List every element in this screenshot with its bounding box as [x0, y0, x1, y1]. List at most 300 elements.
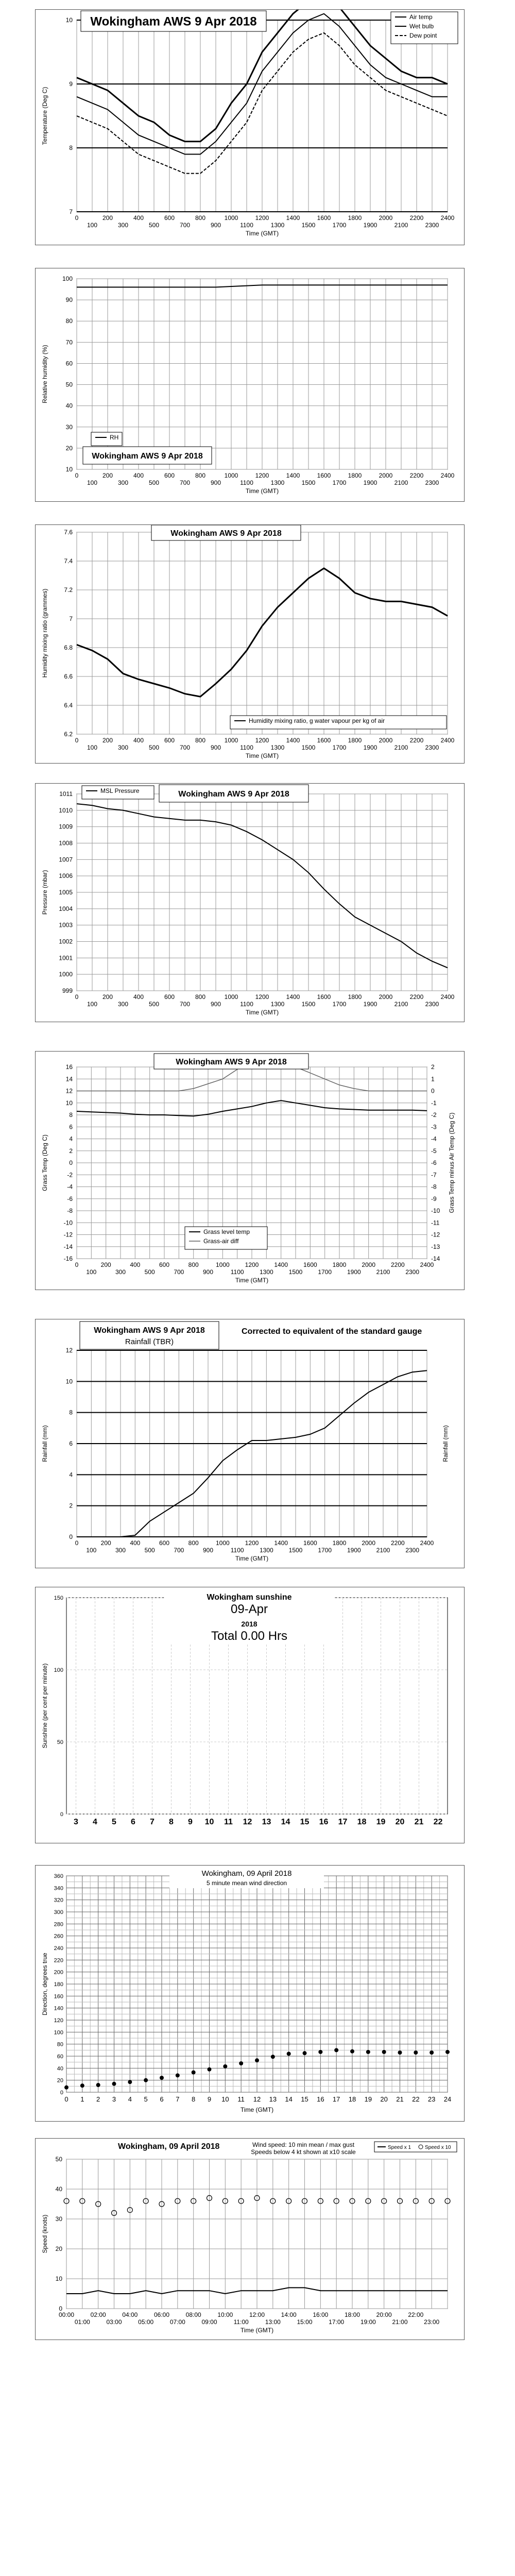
x-tick-label: 1100 — [230, 1547, 244, 1554]
y2-tick-label: -12 — [431, 1231, 440, 1239]
x-tick-label: 12 — [243, 1818, 252, 1826]
x-tick-label: 1300 — [270, 479, 285, 486]
x-axis-label: Time (GMT) — [245, 230, 279, 237]
x-tick-label: 15 — [300, 1818, 310, 1826]
x-tick-label: 2000 — [362, 1539, 376, 1547]
y-tick-label: 8 — [69, 144, 73, 151]
x-tick-label: 0 — [75, 214, 79, 222]
chart-subtitle-2: Speeds below 4 kt shown at x10 scale — [251, 2148, 356, 2156]
rainfall-chart — [35, 1319, 465, 1568]
y2-axis-label: Rainfall (mm) — [442, 1425, 449, 1462]
y-tick-label: 1007 — [59, 856, 73, 863]
chart-title: Wokingham, 09 April 2018 — [201, 1869, 292, 1878]
x-tick-label: 2000 — [379, 993, 393, 1001]
y-tick-label: 1000 — [59, 971, 73, 978]
direction-point — [112, 2082, 116, 2086]
direction-point — [382, 2050, 386, 2054]
x-tick-label: 21:00 — [392, 2318, 408, 2326]
x-tick-label: 700 — [179, 222, 191, 229]
y-axis-label: Relative humidity (%) — [41, 345, 48, 403]
chart-title: Wokingham AWS 9 Apr 2018 — [170, 529, 282, 538]
x-tick-label: 16:00 — [313, 2311, 329, 2318]
x-tick-label: 20 — [380, 2095, 388, 2103]
x-tick-label: 1400 — [286, 737, 300, 744]
x-tick-label: 12 — [253, 2095, 261, 2103]
x-tick-label: 2400 — [420, 1261, 434, 1268]
x-tick-label: 2000 — [379, 472, 393, 479]
chart-title: Wokingham AWS 9 Apr 2018 — [176, 1057, 287, 1066]
x-tick-label: 800 — [195, 214, 206, 222]
x-tick-label: 1600 — [303, 1261, 317, 1268]
x-axis-label: Time (GMT) — [245, 487, 279, 495]
x-tick-label: 1100 — [240, 1001, 253, 1008]
x-tick-label: 1100 — [230, 1268, 244, 1276]
y-tick-label: -2 — [67, 1171, 73, 1179]
y-tick-label: 7.4 — [64, 557, 73, 565]
x-tick-label: 600 — [164, 214, 175, 222]
y-tick-label: 50 — [55, 2156, 62, 2163]
y2-tick-label: -7 — [431, 1171, 437, 1179]
y-axis-label: Speed (knots) — [41, 2214, 48, 2253]
x-tick-label: 2200 — [390, 1261, 405, 1268]
x-tick-label: 1200 — [255, 472, 269, 479]
temperature-chart — [35, 9, 465, 245]
y-tick-label: 0 — [59, 2305, 62, 2312]
x-tick-label: 800 — [188, 1261, 199, 1268]
y-tick-label: 360 — [54, 1873, 63, 1879]
x-tick-label: 200 — [102, 214, 113, 222]
x-tick-label: 1800 — [332, 1539, 347, 1547]
y-tick-label: 2 — [69, 1147, 73, 1155]
chart-subtitle: 5 minute mean wind direction — [206, 1879, 287, 1887]
y-tick-label: 100 — [62, 275, 73, 282]
x-tick-label: 700 — [174, 1268, 184, 1276]
x-tick-label: 2200 — [409, 737, 424, 744]
x-tick-label: 500 — [148, 1001, 160, 1008]
y-axis-label: Humidity mixing ratio (grammes) — [41, 588, 48, 678]
x-tick-label: 2100 — [394, 744, 408, 751]
x-tick-label: 1000 — [215, 1539, 230, 1547]
x-tick-label: 7 — [150, 1818, 154, 1826]
y-tick-label: 6.8 — [64, 644, 73, 651]
x-tick-label: 700 — [174, 1547, 184, 1554]
x-tick-label: 900 — [210, 479, 221, 486]
direction-point — [208, 2067, 212, 2072]
y-tick-label: 0 — [60, 1811, 63, 1818]
x-tick-label: 300 — [117, 479, 129, 486]
x-tick-label: 2400 — [440, 737, 455, 744]
x-tick-label: 1900 — [363, 744, 377, 751]
x-tick-label: 1500 — [301, 1001, 316, 1008]
y-tick-label: 7 — [69, 208, 73, 215]
legend-label: Air temp — [409, 13, 433, 21]
y-tick-label: 999 — [62, 987, 73, 994]
y-tick-label: 8 — [69, 1111, 73, 1118]
x-tick-label: 1300 — [270, 222, 285, 229]
y-tick-label: 70 — [65, 338, 73, 346]
x-axis-label: Time (GMT) — [245, 752, 279, 759]
direction-point — [96, 2083, 100, 2087]
direction-point — [144, 2078, 148, 2082]
x-tick-label: 700 — [179, 1001, 191, 1008]
x-tick-label: 1500 — [301, 744, 316, 751]
x-tick-label: 2100 — [376, 1547, 390, 1554]
x-tick-label: 16 — [317, 2095, 324, 2103]
y-tick-label: 1003 — [59, 921, 73, 929]
x-tick-label: 2300 — [425, 1001, 439, 1008]
y-tick-label: 40 — [65, 402, 73, 410]
y-tick-label: 180 — [54, 1981, 63, 1988]
y2-tick-label: -1 — [431, 1099, 437, 1107]
x-tick-label: 300 — [117, 222, 129, 229]
x-tick-label: 5 — [144, 2095, 148, 2103]
y-tick-label: 100 — [54, 2029, 63, 2036]
x-tick-label: 10 — [221, 2095, 229, 2103]
x-tick-label: 100 — [86, 1268, 97, 1276]
x-tick-label: 1400 — [286, 214, 300, 222]
x-tick-label: 15:00 — [297, 2318, 313, 2326]
x-tick-label: 2200 — [390, 1539, 405, 1547]
chart-title: Wokingham AWS 9 Apr 2018 — [178, 789, 289, 799]
x-tick-label: 02:00 — [90, 2311, 106, 2318]
direction-point — [192, 2071, 196, 2075]
x-tick-label: 10:00 — [217, 2311, 233, 2318]
x-tick-label: 1000 — [224, 214, 238, 222]
y-tick-label: 40 — [55, 2185, 62, 2193]
y-tick-label: 1008 — [59, 839, 73, 847]
direction-point — [223, 2064, 227, 2069]
y-tick-label: 300 — [54, 1909, 63, 1916]
direction-point — [414, 2050, 418, 2055]
x-tick-label: 200 — [102, 993, 113, 1001]
x-tick-label: 1000 — [224, 737, 238, 744]
x-tick-label: 3 — [74, 1818, 78, 1826]
x-tick-label: 18:00 — [344, 2311, 360, 2318]
direction-point — [160, 2076, 164, 2080]
x-axis-label: Time (GMT) — [240, 2106, 274, 2113]
x-tick-label: 500 — [148, 479, 160, 486]
x-axis-label: Time (GMT) — [245, 1009, 279, 1016]
x-tick-label: 2000 — [362, 1261, 376, 1268]
x-tick-label: 23 — [427, 2095, 436, 2103]
x-tick-label: 1400 — [286, 993, 300, 1001]
x-tick-label: 1900 — [363, 222, 377, 229]
y-tick-label: 20 — [57, 2077, 63, 2084]
y-tick-label: 80 — [65, 317, 73, 325]
y-tick-label: 1002 — [59, 938, 73, 945]
x-tick-label: 1200 — [255, 993, 269, 1001]
y-axis-label: Sunshine (per cent per minute) — [41, 1663, 48, 1749]
y2-tick-label: -13 — [431, 1243, 440, 1250]
x-tick-label: 7 — [176, 2095, 180, 2103]
y-tick-label: 1009 — [59, 823, 73, 831]
y-tick-label: 240 — [54, 1945, 63, 1952]
x-tick-label: 300 — [117, 744, 129, 751]
x-tick-label: 4 — [93, 1818, 97, 1826]
x-tick-label: 1600 — [303, 1539, 317, 1547]
y-tick-label: 120 — [54, 2018, 63, 2024]
x-tick-label: 2000 — [379, 214, 393, 222]
legend-label: Speed x 10 — [425, 2145, 451, 2150]
x-tick-label: 100 — [86, 1547, 97, 1554]
x-tick-label: 1400 — [274, 1539, 288, 1547]
x-tick-label: 2100 — [394, 479, 408, 486]
x-tick-label: 300 — [117, 1001, 129, 1008]
y2-tick-label: -11 — [431, 1219, 440, 1227]
direction-point — [334, 2048, 338, 2052]
x-tick-label: 300 — [115, 1268, 126, 1276]
direction-point — [64, 2086, 68, 2090]
x-tick-label: 400 — [130, 1261, 141, 1268]
x-tick-label: 2300 — [425, 222, 439, 229]
direction-point — [128, 2080, 132, 2084]
x-tick-label: 19:00 — [360, 2318, 376, 2326]
x-tick-label: 100 — [87, 479, 98, 486]
x-tick-label: 6 — [160, 2095, 164, 2103]
y-tick-label: 90 — [65, 296, 73, 304]
x-tick-label: 13 — [262, 1818, 271, 1826]
x-tick-label: 900 — [202, 1547, 214, 1554]
y2-tick-label: -4 — [431, 1135, 437, 1143]
y-tick-label: 30 — [55, 2215, 62, 2223]
y-tick-label: -4 — [67, 1183, 73, 1191]
y-tick-label: 50 — [65, 381, 73, 388]
x-tick-label: 1000 — [224, 993, 238, 1001]
y-tick-label: 200 — [54, 1969, 63, 1976]
y-axis-label: Pressure (mbar) — [41, 870, 48, 915]
x-tick-label: 1200 — [255, 737, 269, 744]
y-tick-label: 220 — [54, 1957, 63, 1964]
x-tick-label: 200 — [100, 1261, 111, 1268]
x-tick-label: 1500 — [288, 1547, 303, 1554]
x-tick-label: 9 — [207, 2095, 212, 2103]
y-tick-label: 4 — [69, 1471, 73, 1479]
y-tick-label: 10 — [65, 1378, 73, 1385]
x-tick-label: 2000 — [379, 737, 393, 744]
y-tick-label: -16 — [63, 1255, 73, 1262]
x-tick-label: 100 — [87, 222, 98, 229]
direction-point — [430, 2050, 434, 2055]
x-tick-label: 22:00 — [408, 2311, 424, 2318]
y-tick-label: 2 — [69, 1502, 73, 1510]
x-tick-label: 1600 — [317, 737, 331, 744]
x-tick-label: 900 — [210, 744, 221, 751]
x-tick-label: 2100 — [376, 1268, 390, 1276]
y2-tick-label: -3 — [431, 1123, 437, 1131]
chart-subtitle: Wind speed: 10 min mean / max gust — [252, 2141, 355, 2148]
y-tick-label: 7 — [69, 615, 73, 622]
y-tick-label: -12 — [63, 1231, 73, 1239]
y-tick-label: 1010 — [59, 806, 73, 814]
y-tick-label: 60 — [65, 360, 73, 367]
y-tick-label: 40 — [57, 2065, 63, 2072]
x-tick-label: 5 — [112, 1818, 116, 1826]
x-tick-label: 00:00 — [58, 2311, 75, 2318]
y-tick-label: 6.6 — [64, 673, 73, 680]
x-tick-label: 23:00 — [424, 2318, 440, 2326]
chart-subtitle: Rainfall (TBR) — [125, 1337, 174, 1346]
direction-point — [176, 2073, 180, 2077]
x-tick-label: 07:00 — [169, 2318, 185, 2326]
x-tick-label: 1700 — [332, 222, 347, 229]
x-tick-label: 2400 — [440, 214, 455, 222]
x-tick-label: 1700 — [318, 1268, 332, 1276]
x-tick-label: 400 — [133, 993, 144, 1001]
y-axis-label: Temperature (Deg C) — [41, 87, 48, 145]
x-tick-label: 200 — [102, 472, 113, 479]
pressure-chart — [35, 783, 465, 1022]
x-tick-label: 300 — [115, 1547, 126, 1554]
x-axis-label: Time (GMT) — [235, 1277, 269, 1284]
y-tick-label: 6.4 — [64, 702, 73, 709]
x-tick-label: 3 — [112, 2095, 116, 2103]
x-tick-label: 21 — [414, 1818, 424, 1826]
sunshine-chart — [35, 1587, 465, 1843]
x-tick-label: 08:00 — [185, 2311, 201, 2318]
x-tick-label: 0 — [75, 1539, 79, 1547]
legend-label: Grass level temp — [203, 1228, 250, 1235]
legend-label: Grass-air diff — [203, 1238, 239, 1245]
x-tick-label: 14:00 — [281, 2311, 297, 2318]
y-tick-label: 150 — [54, 1595, 63, 1601]
x-tick-label: 200 — [102, 737, 113, 744]
x-tick-label: 1700 — [318, 1547, 332, 1554]
y-tick-label: -14 — [63, 1243, 73, 1250]
x-axis-label: Time (GMT) — [240, 2327, 274, 2334]
y-tick-label: 280 — [54, 1921, 63, 1928]
x-tick-label: 500 — [148, 744, 160, 751]
x-tick-label: 1900 — [363, 479, 377, 486]
y2-tick-label: 1 — [431, 1075, 435, 1083]
x-tick-label: 1300 — [259, 1547, 273, 1554]
y-tick-label: 20 — [55, 2245, 62, 2252]
y-tick-label: -8 — [67, 1207, 73, 1214]
x-tick-label: 1800 — [348, 737, 362, 744]
y-tick-label: 260 — [54, 1933, 63, 1940]
chart-title: Wokingham sunshine — [207, 1593, 292, 1602]
correction-note: Corrected to equivalent of the standard gauge — [242, 1327, 422, 1336]
x-tick-label: 2400 — [440, 993, 455, 1001]
x-tick-label: 800 — [195, 993, 206, 1001]
x-tick-label: 2200 — [409, 993, 424, 1001]
x-tick-label: 500 — [148, 222, 160, 229]
x-tick-label: 19 — [364, 2095, 372, 2103]
y2-tick-label: 2 — [431, 1063, 435, 1071]
x-tick-label: 600 — [159, 1539, 170, 1547]
x-tick-label: 0 — [64, 2095, 68, 2103]
x-tick-label: 1500 — [288, 1268, 303, 1276]
x-tick-label: 1600 — [317, 472, 331, 479]
y-tick-label: 20 — [65, 444, 73, 452]
x-tick-label: 2400 — [440, 472, 455, 479]
y-tick-label: 1004 — [59, 905, 73, 912]
x-tick-label: 17 — [332, 2095, 340, 2103]
x-axis-label: Time (GMT) — [235, 1555, 269, 1562]
x-tick-label: 400 — [133, 472, 144, 479]
x-tick-label: 1700 — [332, 1001, 347, 1008]
x-tick-label: 11 — [237, 2095, 245, 2103]
y-tick-label: 1005 — [59, 889, 73, 896]
x-tick-label: 2100 — [394, 1001, 408, 1008]
direction-point — [350, 2049, 354, 2054]
x-tick-label: 14 — [285, 2095, 293, 2103]
mixing-ratio-chart — [35, 524, 465, 764]
y-tick-label: 7.6 — [64, 529, 73, 536]
chart-title: Wokingham AWS 9 Apr 2018 — [92, 451, 203, 461]
x-tick-label: 12:00 — [249, 2311, 265, 2318]
direction-point — [239, 2061, 243, 2065]
x-tick-label: 1200 — [245, 1261, 259, 1268]
x-tick-label: 100 — [87, 744, 98, 751]
x-tick-label: 1300 — [270, 1001, 285, 1008]
x-tick-label: 1900 — [347, 1268, 361, 1276]
x-tick-label: 400 — [133, 214, 144, 222]
x-tick-label: 900 — [210, 1001, 221, 1008]
x-tick-label: 1800 — [332, 1261, 347, 1268]
x-tick-label: 2200 — [409, 214, 424, 222]
y-tick-label: 14 — [65, 1075, 73, 1083]
x-tick-label: 400 — [133, 737, 144, 744]
legend-label: Dew point — [409, 32, 437, 39]
y-tick-label: 8 — [69, 1409, 73, 1416]
x-tick-label: 1400 — [286, 472, 300, 479]
x-tick-label: 21 — [396, 2095, 404, 2103]
x-tick-label: 2300 — [425, 479, 439, 486]
x-tick-label: 13 — [269, 2095, 277, 2103]
x-tick-label: 800 — [188, 1539, 199, 1547]
x-tick-label: 20:00 — [376, 2311, 392, 2318]
direction-point — [366, 2050, 370, 2054]
y-axis-label: Grass Temp (Deg C) — [41, 1134, 48, 1191]
y-tick-label: 320 — [54, 1897, 63, 1904]
y-tick-label: 10 — [55, 2275, 62, 2282]
x-tick-label: 8 — [169, 1818, 174, 1826]
x-tick-label: 10 — [204, 1818, 214, 1826]
x-tick-label: 24 — [443, 2095, 452, 2103]
chart-year: 2018 — [241, 1620, 258, 1628]
y-tick-label: 340 — [54, 1885, 63, 1892]
legend-label: Wet bulb — [409, 23, 434, 30]
y-tick-label: 6 — [69, 1440, 73, 1447]
x-tick-label: 900 — [202, 1268, 214, 1276]
x-tick-label: 6 — [131, 1818, 135, 1826]
x-tick-label: 04:00 — [122, 2311, 138, 2318]
x-tick-label: 1 — [80, 2095, 84, 2103]
direction-point — [318, 2050, 322, 2054]
y-tick-label: 1001 — [59, 954, 73, 962]
x-tick-label: 200 — [100, 1539, 111, 1547]
y2-tick-label: -6 — [431, 1159, 437, 1166]
y-tick-label: 6 — [69, 1123, 73, 1131]
y2-tick-label: -2 — [431, 1111, 437, 1118]
x-tick-label: 22 — [412, 2095, 420, 2103]
x-tick-label: 9 — [188, 1818, 193, 1826]
x-tick-label: 1500 — [301, 222, 316, 229]
x-tick-label: 05:00 — [138, 2318, 154, 2326]
chart-title: Wokingham AWS 9 Apr 2018 — [90, 14, 257, 29]
x-tick-label: 18 — [357, 1818, 367, 1826]
x-tick-label: 2 — [96, 2095, 100, 2103]
y-tick-label: 10 — [65, 1099, 73, 1107]
y-tick-label: 4 — [69, 1135, 73, 1143]
y-tick-label: 80 — [57, 2041, 63, 2048]
x-tick-label: 1500 — [301, 479, 316, 486]
y-tick-label: 100 — [54, 1667, 63, 1673]
x-tick-label: 500 — [144, 1547, 155, 1554]
y-axis-label: Rainfall (mm) — [41, 1425, 48, 1462]
x-tick-label: 1700 — [332, 744, 347, 751]
y-axis-label: Direction, degrees true — [41, 1953, 48, 2015]
